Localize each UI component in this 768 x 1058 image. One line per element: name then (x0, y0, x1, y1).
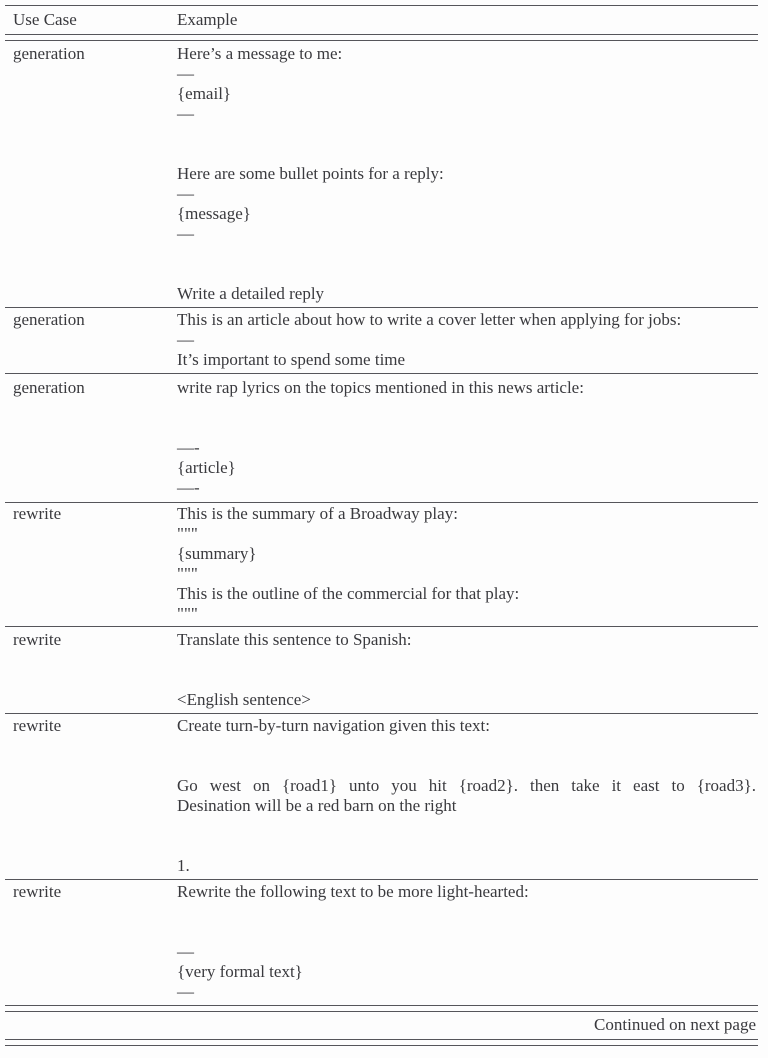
table-row (5, 714, 758, 879)
example-line: """ (177, 604, 198, 623)
example-line: —- (177, 438, 200, 457)
example-line: """ (177, 564, 198, 583)
use-case-example-table (5, 5, 758, 1046)
continued-note-text: Continued on next page (594, 1015, 756, 1034)
use-case-cell: rewrite (13, 504, 62, 523)
example-cell (177, 378, 758, 498)
footer-top-double-rule (5, 1005, 758, 1012)
example-line: — (177, 942, 194, 961)
example-line: —- (177, 478, 200, 497)
example-line: write rap lyrics on the topics mentioned in this news article: (177, 378, 584, 397)
example-line (177, 418, 756, 438)
table-row (5, 503, 758, 626)
use-case-cell: rewrite (13, 716, 62, 735)
example-line (177, 756, 756, 776)
example-line: <English sentence> (177, 690, 311, 709)
example-line (177, 736, 756, 756)
use-case-cell: generation (13, 378, 85, 397)
example-line: It’s important to spend some time (177, 350, 406, 369)
example-cell (177, 310, 758, 370)
example-line: Write a detailed reply (177, 284, 325, 303)
example-line: """ (177, 524, 198, 543)
example-line: {summary} (177, 544, 257, 563)
table-body (5, 41, 758, 1005)
use-case-cell: generation (13, 44, 85, 63)
table-row (5, 308, 758, 373)
example-line: — (177, 64, 194, 83)
example-line (177, 922, 756, 942)
use-case-cell: rewrite (13, 882, 62, 901)
example-line (177, 264, 756, 284)
continued-note (5, 1012, 758, 1039)
example-line (177, 144, 756, 164)
example-line (177, 244, 756, 264)
example-line: — (177, 330, 194, 349)
example-line: {article} (177, 458, 236, 477)
example-line: Desination will be a red barn on the right (177, 796, 457, 815)
example-line: Translate this sentence to Spanish: (177, 630, 412, 649)
table-row (5, 41, 758, 307)
example-line: {message} (177, 204, 251, 223)
header-example: Example (177, 10, 238, 29)
example-cell (177, 630, 758, 710)
example-line: — (177, 982, 194, 1001)
example-line: 1. (177, 856, 190, 875)
example-line: Create turn-by-turn navigation given this text: (177, 716, 491, 735)
use-case-cell: rewrite (13, 630, 62, 649)
example-line: This is an article about how to write a cover letter when applying for jobs: (177, 310, 682, 329)
example-line: — (177, 184, 194, 203)
example-line (177, 398, 756, 418)
table-row (5, 627, 758, 713)
example-line: {very formal text} (177, 962, 303, 981)
example-line: {email} (177, 84, 232, 103)
example-line: Rewrite the following text to be more light-hearted: (177, 882, 529, 901)
example-cell (177, 44, 758, 304)
example-line: Here’s a message to me: (177, 44, 343, 63)
example-line (177, 902, 756, 922)
header-use-case: Use Case (13, 10, 77, 29)
example-line: — (177, 104, 194, 123)
example-line (177, 836, 756, 856)
table-bottom-double-rule (5, 1039, 758, 1046)
example-line: Here are some bullet points for a reply: (177, 164, 444, 183)
header-double-rule (5, 34, 758, 41)
table-row (5, 880, 758, 1005)
example-line: — (177, 224, 194, 243)
table-header-row (5, 6, 758, 34)
use-case-cell: generation (13, 310, 85, 329)
example-cell (177, 716, 758, 876)
example-cell (177, 882, 758, 1002)
example-cell (177, 504, 758, 624)
example-line: This is the summary of a Broadway play: (177, 504, 458, 523)
example-line (177, 124, 756, 144)
example-line (177, 816, 756, 836)
table-row (5, 374, 758, 502)
example-line (177, 650, 756, 670)
example-line (177, 670, 756, 690)
example-line: This is the outline of the commercial for that play: (177, 584, 520, 603)
example-line: Go west on {road1} unto you hit {road2}. then take it east to {road3}. (177, 776, 756, 795)
